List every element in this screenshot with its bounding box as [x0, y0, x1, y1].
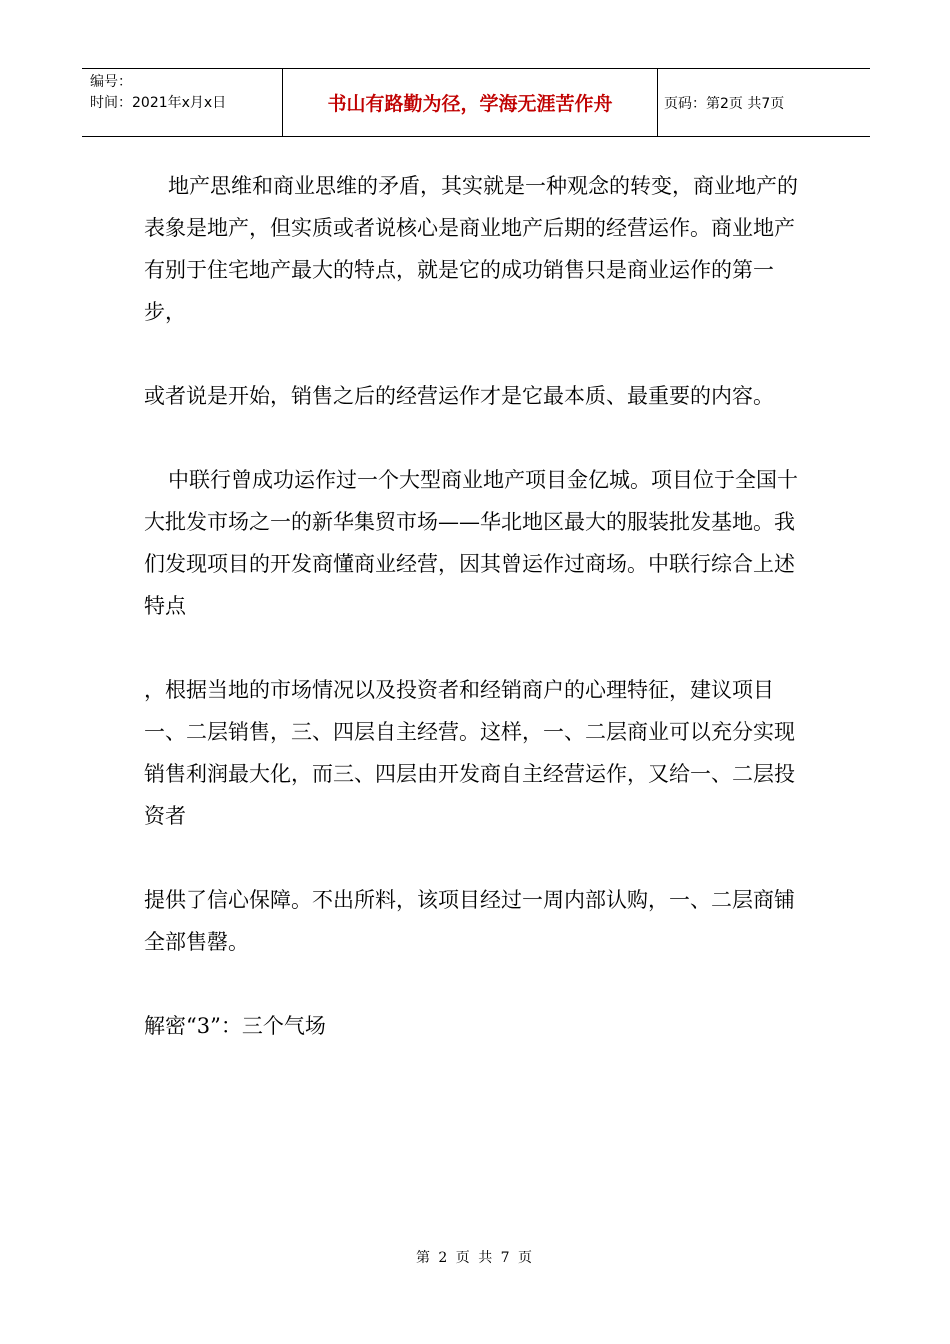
header-page-info: 页码：第2页 共7页 [664, 95, 785, 112]
paragraph: 中联行曾成功运作过一个大型商业地产项目金亿城。项目位于全国十大批发市场之一的新华集贸市场——华北地区最大的服装批发基地。我们发现项目的开发商懂商业经营，因其曾运作过商场。中联行综合上述特点 [144, 468, 798, 618]
header-motto: 书山有路勤为径，学海无涯苦作舟 [282, 69, 658, 136]
paragraph: ，根据当地的市场情况以及投资者和经销商户的心理特征，建议项目一、二层销售，三、四层自主经营。这样，一、二层商业可以充分实现销售利润最大化，而三、四层由开发商自主经营运作，又给一、二层投资者 [144, 678, 795, 828]
section-heading: 解密“3”：三个气场 [144, 1014, 326, 1038]
page-footer: 第 2 页 共 7 页 [415, 1250, 535, 1266]
paragraph: 提供了信心保障。不出所料，该项目经过一周内部认购，一、二层商铺全部售罄。 [144, 888, 795, 954]
page-header [82, 68, 870, 137]
document-number-label: 编号： [90, 74, 132, 90]
document-date: 时间：2021年x月x日 [90, 95, 227, 111]
header-meta [82, 69, 282, 136]
paragraph: 或者说是开始，销售之后的经营运作才是它最本质、最重要的内容。 [144, 384, 774, 408]
paragraph: 地产思维和商业思维的矛盾，其实就是一种观念的转变，商业地产的表象是地产，但实质或者说核心是商业地产后期的经营运作。商业地产有别于住宅地产最大的特点，就是它的成功销售只是商业运作的第一步， [144, 174, 798, 324]
document-body [144, 165, 804, 1047]
